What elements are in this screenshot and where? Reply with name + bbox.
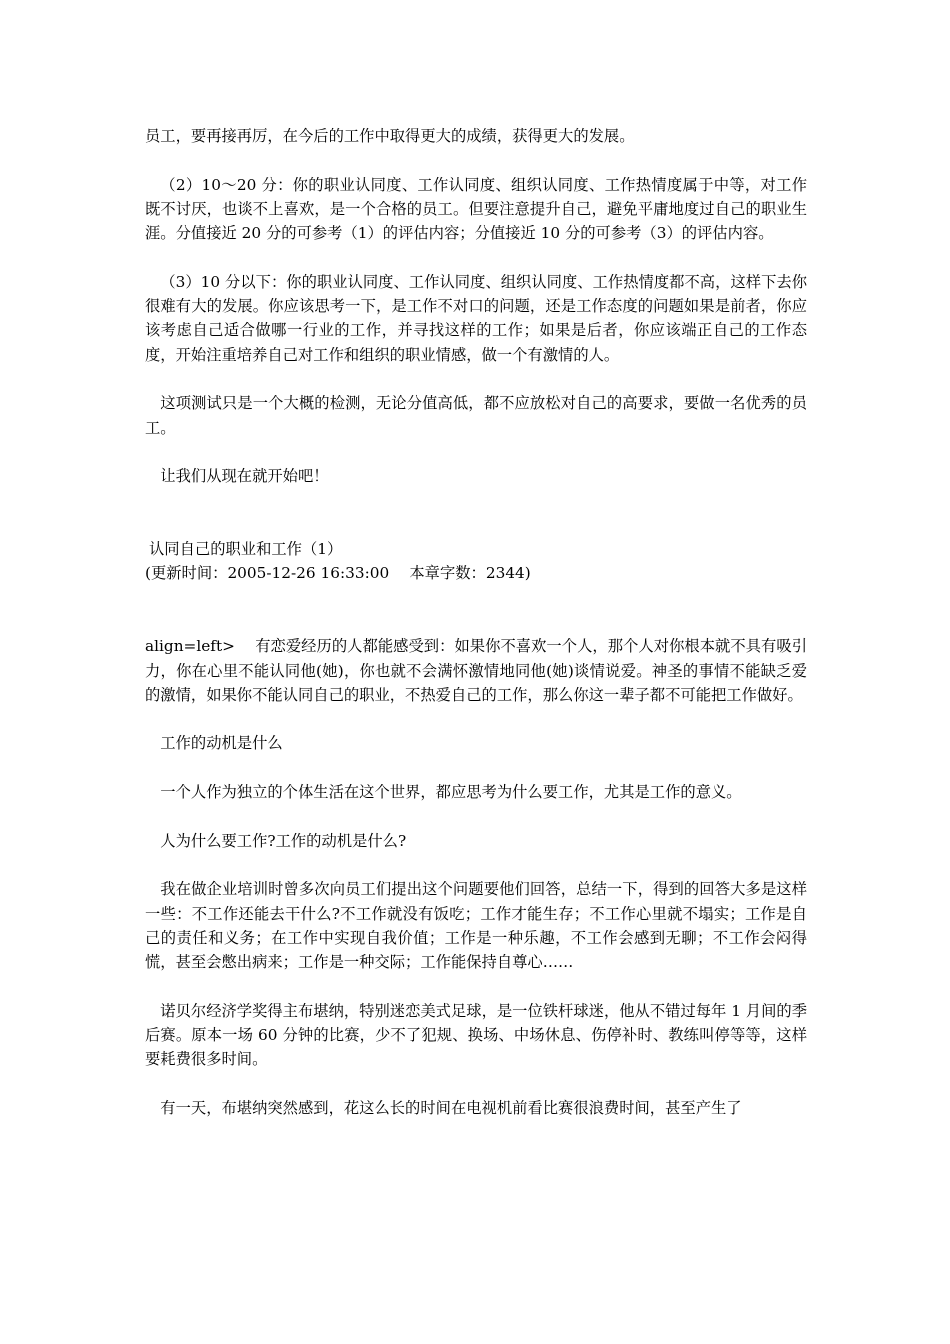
spacer — [145, 1072, 807, 1096]
body-paragraph-2: 一个人作为独立的个体生活在这个世界，都应思考为什么要工作，尤其是工作的意义。 — [160, 783, 742, 802]
paragraph-2: （2）10～20 分：你的职业认同度、工作认同度、组织认同度、工作热情度属于中等，对工作既不讨厌，也谈不上喜欢，是一个合格的员工。但要注意提升自己，避免平庸地度过自己的职业生涯。分值接近 20 分的可参考（1）的评估内容；分值接近 10 分的可参考（3）的评估内容。 — [145, 175, 807, 243]
spacer — [145, 488, 807, 537]
spacer — [145, 245, 807, 269]
section-heading: 工作的动机是什么 — [160, 734, 283, 753]
spacer — [145, 586, 807, 635]
chapter-meta: (更新时间：2005-12-26 16:33:00 本章字数：2344) — [145, 564, 531, 583]
body-paragraph-3: 人为什么要工作?工作的动机是什么? — [160, 831, 407, 850]
spacer — [145, 853, 807, 877]
spacer — [145, 148, 807, 172]
paragraph-1: 员工，要再接再厉，在今后的工作中取得更大的成绩，获得更大的发展。 — [145, 127, 635, 145]
spacer — [145, 440, 807, 464]
body-paragraph-6: 有一天，布堪纳突然感到，花这么长的时间在电视机前看比赛很浪费时间，甚至产生了 — [160, 1098, 742, 1117]
spacer — [145, 707, 807, 731]
chapter-title: 认同自己的职业和工作（1） — [149, 540, 343, 559]
spacer — [145, 974, 807, 998]
spacer — [145, 756, 807, 780]
body-paragraph-5: 诺贝尔经济学奖得主布堪纳，特别迷恋美式足球，是一位铁杆球迷，他从不错过每年 1 月间的季后赛。原本一场 60 分钟的比赛，少不了犯规、换场、中场休息、伤停补时、教练叫停等等，这样要耗费很多时间。 — [145, 1001, 807, 1069]
paragraph-4: 这项测试只是一个大概的检测，无论分值高低，都不应放松对自己的高要求，要做一名优秀的员工。 — [145, 394, 807, 437]
body-paragraph-4: 我在做企业培训时曾多次向员工们提出这个问题要他们回答，总结一下，得到的回答大多是这样一些：不工作还能去干什么?不工作就没有饭吃；工作才能生存；不工作心里就不塌实；工作是自己的责任和义务；在工作中实现自我价值；工作是一种乐趣，不工作会感到无聊；不工作会闷得慌，甚至会憋出病来；工作是一种交际；工作能保持自尊心…… — [145, 880, 807, 972]
document-page — [145, 124, 807, 1120]
paragraph-5: 让我们从现在就开始吧！ — [160, 467, 329, 486]
spacer — [145, 804, 807, 828]
paragraph-3: （3）10 分以下：你的职业认同度、工作认同度、组织认同度、工作热情度都不高，这样下去你很难有大的发展。你应该思考一下，是工作不对口的问题，还是工作态度的问题如果是前者，你应该考虑自己适合做哪一行业的工作，并寻找这样的工作；如果是后者，你应该端正自己的工作态度，开始注重培养自己对工作和组织的职业情感，做一个有激情的人。 — [145, 272, 807, 364]
body-paragraph-1: align=left> 有恋爱经历的人都能感受到：如果你不喜欢一个人，那个人对你根本就不具有吸引力，你在心里不能认同他(她)，你也就不会满怀激情地同他(她)谈情说爱。神圣的事情不能缺乏爱的激情，如果你不能认同自己的职业，不热爱自己的工作，那么你这一辈子都不可能把工作做好。 — [145, 637, 807, 704]
spacer — [145, 367, 807, 391]
